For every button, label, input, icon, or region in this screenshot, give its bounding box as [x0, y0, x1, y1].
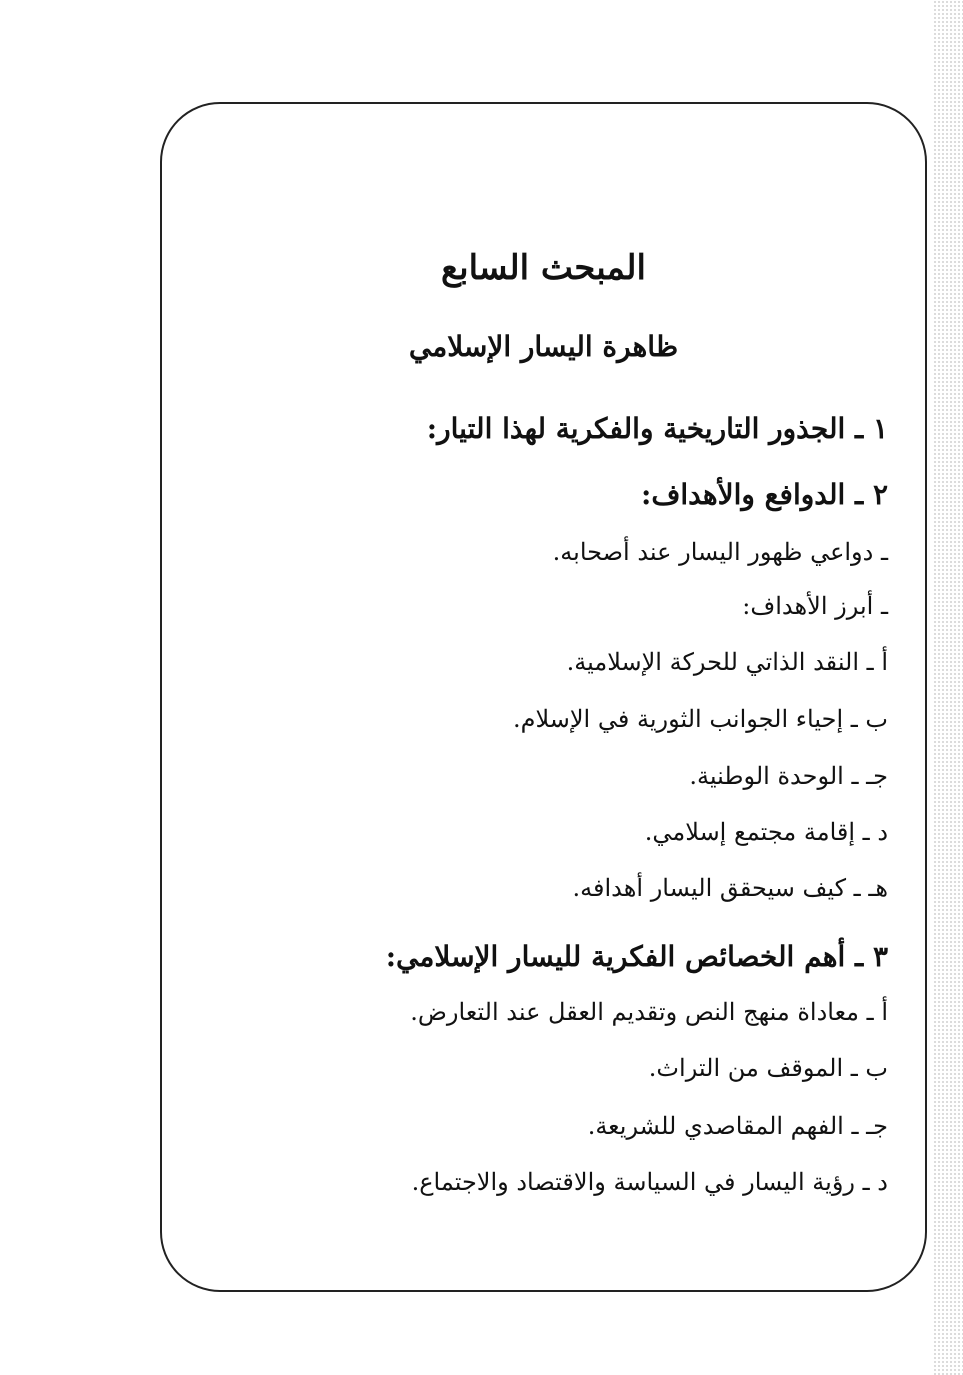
section-2-line: هـ ـ كيف سيحقق اليسار أهدافه. [572, 874, 888, 902]
scan-edge-noise [933, 0, 963, 1375]
section-3-line: د ـ رؤية اليسار في السياسة والاقتصاد والاجتماع. [411, 1168, 888, 1196]
chapter-title: المبحث السابع [441, 248, 646, 288]
section-1-heading: ١ ـ الجذور التاريخية والفكرية لهذا التيار: [426, 412, 888, 445]
chapter-subtitle: ظاهرة اليسار الإسلامي [408, 330, 679, 363]
section-2-line: ـ دواعي ظهور اليسار عند أصحابه. [552, 538, 888, 566]
section-2-line: جـ ـ الوحدة الوطنية. [689, 762, 888, 790]
section-3-heading: ٣ ـ أهم الخصائص الفكرية لليسار الإسلامي: [385, 940, 888, 973]
section-2-line: ب ـ إحياء الجوانب الثورية في الإسلام. [512, 705, 888, 733]
section-2-line: أ ـ النقد الذاتي للحركة الإسلامية. [566, 648, 888, 676]
section-3-line: ب ـ الموقف من التراث. [648, 1054, 888, 1082]
section-3-line: أ ـ معاداة منهج النص وتقديم العقل عند التعارض. [410, 998, 888, 1026]
section-2-line: ـ أبرز الأهداف: [742, 592, 888, 620]
section-2-line: د ـ إقامة مجتمع إسلامي. [644, 818, 888, 846]
section-2-heading: ٢ ـ الدوافع والأهداف: [641, 478, 888, 511]
section-3-line: جـ ـ الفهم المقاصدي للشريعة. [587, 1112, 888, 1140]
